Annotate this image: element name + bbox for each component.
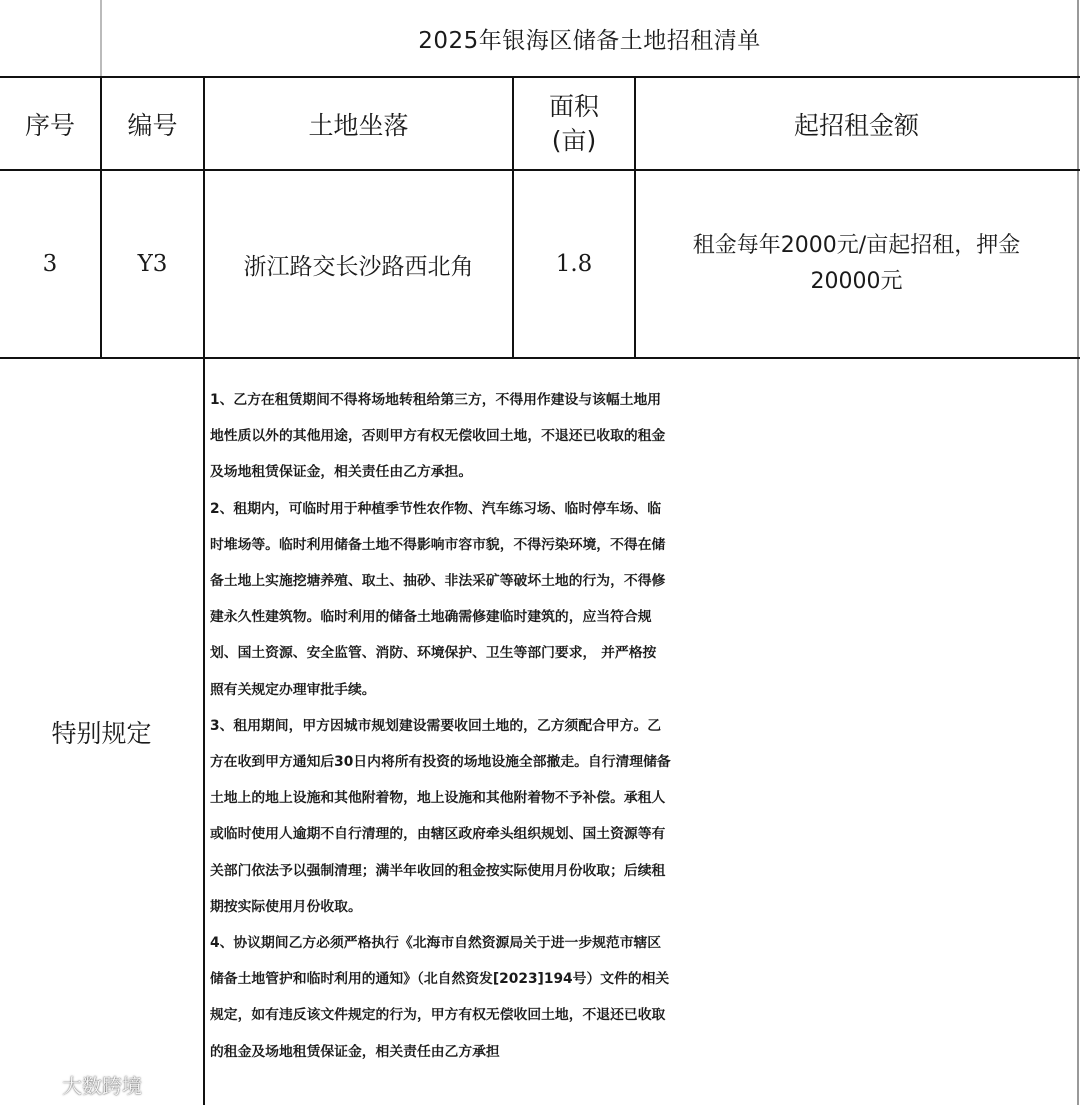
header-area-label: 面积: [548, 91, 599, 121]
rule-line: 期按实际使用月份收取。: [210, 898, 362, 915]
header-location: 土地坐落: [308, 110, 409, 140]
header-code: 编号: [127, 110, 178, 140]
row-area: 1.8: [555, 251, 593, 277]
header-index: 序号: [24, 110, 75, 140]
header-area: [514, 78, 634, 169]
rule-line: 方在收到甲方通知后30日内将所有投资的场地设施全部撤走。自行清理储备: [210, 754, 671, 771]
row-rent-line1: 租金每年2000元/亩起招租，押金: [692, 233, 1021, 258]
rule-line: 的租金及场地租赁保证金，相关责任由乙方承担: [210, 1043, 500, 1060]
rule-line: 3、租用期间，甲方因城市规划建设需要收回土地的，乙方须配合甲方。乙: [210, 717, 662, 734]
rule-line: 关部门依法予以强制清理；满半年收回的租金按实际使用月份收取；后续租: [210, 862, 666, 879]
rule-line: 或临时使用人逾期不自行清理的，由辖区政府牵头组织规划、国土资源等有: [210, 826, 666, 843]
row-rent: [636, 171, 1077, 357]
page-title: 2025年银海区储备土地招租清单: [418, 27, 761, 54]
special-provisions-label: 特别规定: [51, 719, 152, 748]
watermark-logo-icon: [12, 1073, 56, 1097]
rule-line: 土地上的地上设施和其他附着物，地上设施和其他附着物不予补偿。承租人: [210, 790, 666, 807]
watermark: [12, 1070, 142, 1099]
row-location: 浙江路交长沙路西北角: [243, 253, 474, 280]
rule-line: 划、国土资源、安全监管、消防、环境保护、卫生等部门要求， 并严格按: [210, 645, 657, 662]
rule-line: 规定，如有违反该文件规定的行为，甲方有权无偿收回土地，不退还已收取: [210, 1007, 666, 1024]
watermark-text: 大数跨境: [62, 1074, 142, 1098]
row-code: Y3: [137, 251, 168, 277]
header-rent: 起招租金额: [793, 110, 919, 140]
header-area-unit: (亩): [551, 125, 597, 155]
rule-line: 1、乙方在租赁期间不得将场地转租给第三方，不得用作建设与该幅土地用: [210, 392, 662, 408]
rule-line: 及场地租赁保证金，相关责任由乙方承担。: [210, 464, 473, 481]
row-rent-line2: 20000元: [810, 269, 903, 294]
rule-line: 照有关规定办理审批手续。: [210, 681, 376, 698]
rule-line: 时堆场等。临时利用储备土地不得影响市容市貌，不得污染环境，不得在储: [210, 536, 666, 553]
row-index: 3: [42, 251, 58, 277]
rule-line: 4、协议期间乙方必须严格执行《北海市自然资源局关于进一步规范市辖区: [210, 935, 662, 952]
rule-line: 备土地上实施挖塘养殖、取土、抽砂、非法采矿等破坏土地的行为，不得修: [210, 573, 666, 590]
special-provisions-text: [208, 382, 1080, 1070]
rule-line: 2、租期内，可临时用于种植季节性农作物、汽车练习场、临时停车场、临: [210, 500, 662, 517]
rule-line: 建永久性建筑物。临时利用的储备土地确需修建临时建筑的，应当符合规: [210, 609, 652, 626]
rule-line: 地性质以外的其他用途，否则甲方有权无偿收回土地，不退还已收取的租金: [210, 428, 666, 445]
rule-line: 储备土地管护和临时利用的通知》（北自然资发[2023]194号）文件的相关: [210, 971, 670, 988]
